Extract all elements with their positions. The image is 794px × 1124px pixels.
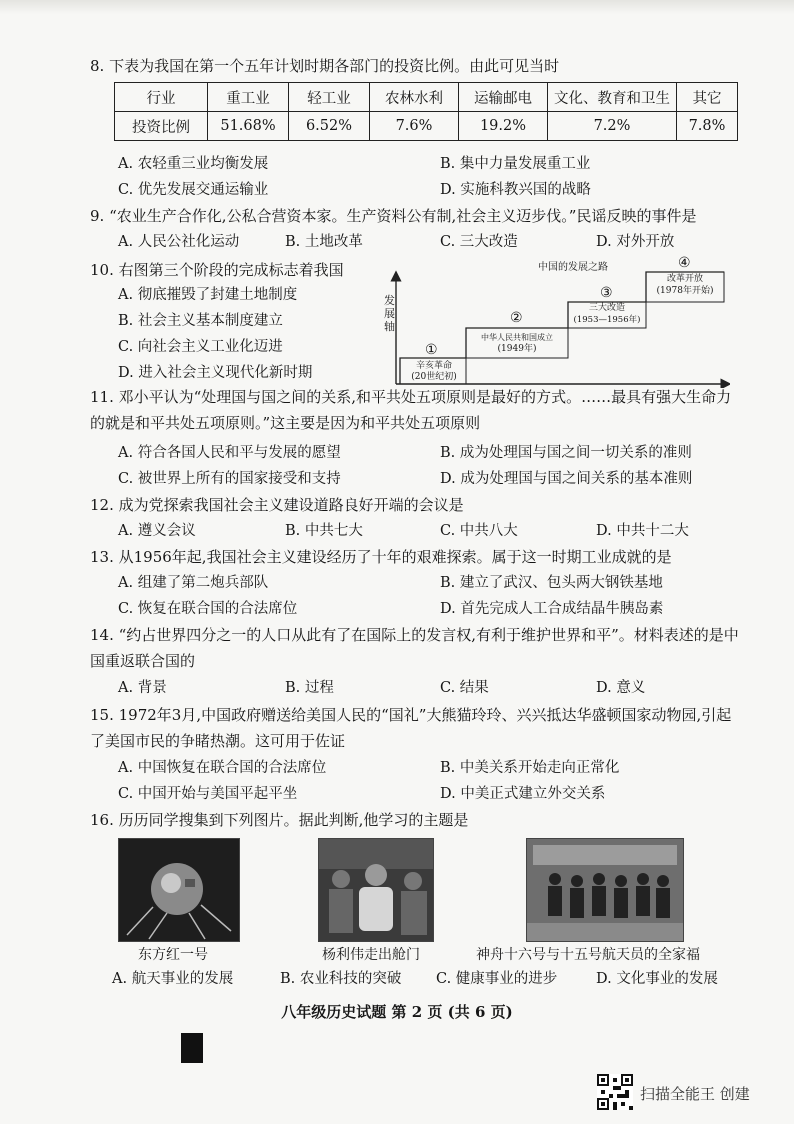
q11-stem: 11. 邓小平认为“处理国与国之间的关系,和平共处五项原则是最好的方式。……最具有强大生命力的就是和平共处五项原则。”这主要是因为和平共处五项原则 <box>90 388 732 432</box>
q14-option-d: D. 意义 <box>596 680 646 696</box>
q12-stem: 12. 成为党探索我国社会主义建设道路良好开端的会议是 <box>90 496 464 514</box>
step-3-label: 三大改造 <box>588 303 625 313</box>
q12-option-b: B. 中共七大 <box>285 523 363 539</box>
table-cell: 7.8% <box>677 112 738 141</box>
q15-stem: 15. 1972年3月,中国政府赠送给美国人民的“国礼”大熊猫玲玲、兴兴抵达华盛顿国家动物园,引起了美国市民的争睹热潮。这可用于佐证 <box>90 706 732 750</box>
q15-option-d: D. 中美正式建立外交关系 <box>440 786 606 802</box>
step-3-number: ③ <box>600 285 613 301</box>
q8-option-c: C. 优先发展交通运输业 <box>118 182 269 198</box>
diagram-y-axis-label: 发展轴 <box>384 294 395 333</box>
crew-photo-icon <box>527 839 683 941</box>
table-cell: 7.2% <box>548 112 677 141</box>
astronaut-hatch-photo <box>318 838 434 942</box>
q8-stem: 8. 下表为我国在第一个五年计划时期各部门的投资比例。由此可见当时 <box>90 57 560 75</box>
q16-stem: 16. 历历同学搜集到下列图片。据此判断,他学习的主题是 <box>90 811 469 829</box>
q15-option-b: B. 中美关系开始走向正常化 <box>440 760 620 776</box>
q10-stem: 10. 右图第三个阶段的完成标志着我国 <box>90 261 344 279</box>
investment-table <box>114 82 738 141</box>
step-4-date: (1978年开始) <box>656 286 714 296</box>
caption-dongfanghong: 东方红一号 <box>138 947 208 963</box>
table-cell: 重工业 <box>208 83 289 112</box>
table-cell: 6.52% <box>289 112 370 141</box>
q16-option-c: C. 健康事业的进步 <box>436 971 558 987</box>
step-1-number: ① <box>425 342 438 358</box>
q9-option-b: B. 土地改革 <box>285 234 363 250</box>
q13-option-d: D. 首先完成人工合成结晶牛胰岛素 <box>440 601 664 617</box>
q9-option-a: A. 人民公社化运动 <box>118 234 240 250</box>
satellite-icon <box>119 839 239 941</box>
q9-stem: 9. “农业生产合作化,公私合营资本家。生产资料公有制,社会主义迈步伐。”民谣反映的事件是 <box>90 207 697 225</box>
q16-option-b: B. 农业科技的突破 <box>280 971 402 987</box>
q15-option-c: C. 中国开始与美国平起平坐 <box>118 786 298 802</box>
scan-black-mark <box>181 1033 203 1063</box>
caption-shenzhou-crew: 神舟十六号与十五号航天员的全家福 <box>476 947 700 963</box>
table-cell: 7.6% <box>370 112 459 141</box>
q10-option-c: C. 向社会主义工业化迈进 <box>118 339 283 355</box>
development-path-diagram <box>378 255 730 388</box>
step-1-label: 辛亥革命 <box>415 361 452 371</box>
diagram-title: 中国的发展之路 <box>538 262 608 273</box>
table-cell: 农林水利 <box>370 83 459 112</box>
step-2-number: ② <box>510 310 523 326</box>
q16-option-d: D. 文化事业的发展 <box>596 971 718 987</box>
q12-option-a: A. 遵义会议 <box>118 523 196 539</box>
q8-option-a: A. 农轻重三业均衡发展 <box>118 156 269 172</box>
q13-option-b: B. 建立了武汉、包头两大钢铁基地 <box>440 575 663 591</box>
step-1-date: (20世纪初) <box>411 372 457 382</box>
q8-option-b: B. 集中力量发展重工业 <box>440 156 591 172</box>
scan-top-shadow <box>0 0 794 14</box>
table-cell: 51.68% <box>208 112 289 141</box>
q10-option-b: B. 社会主义基本制度建立 <box>118 313 283 329</box>
step-4-number: ④ <box>678 255 691 271</box>
q8-option-d: D. 实施科教兴国的战略 <box>440 182 591 198</box>
astronaut-icon <box>319 839 433 941</box>
q10-option-a: A. 彻底摧毁了封建土地制度 <box>118 287 298 303</box>
table-cell: 行业 <box>115 83 208 112</box>
q14-option-a: A. 背景 <box>118 680 167 696</box>
q9-option-c: C. 三大改造 <box>440 234 518 250</box>
q10-option-d: D. 进入社会主义现代化新时期 <box>118 365 313 381</box>
step-4-label: 改革开放 <box>666 274 703 284</box>
q12-option-c: C. 中共八大 <box>440 523 518 539</box>
table-cell: 19.2% <box>459 112 548 141</box>
scanner-brand-text: 扫描全能王 创建 <box>640 1085 750 1103</box>
caption-yangliwei: 杨利伟走出舱门 <box>322 947 420 963</box>
q9-option-d: D. 对外开放 <box>596 234 675 250</box>
q13-stem: 13. 从1956年起,我国社会主义建设经历了十年的艰难探索。属于这一时期工业成就的是 <box>90 548 672 566</box>
q14-option-b: B. 过程 <box>285 680 334 696</box>
q11-option-b: B. 成为处理国与国之间一切关系的准则 <box>440 445 692 461</box>
q15-option-a: A. 中国恢复在联合国的合法席位 <box>118 760 327 776</box>
table-cell: 运输邮电 <box>459 83 548 112</box>
table-cell: 其它 <box>677 83 738 112</box>
q13-option-a: A. 组建了第二炮兵部队 <box>118 575 269 591</box>
q11-option-c: C. 被世界上所有的国家接受和支持 <box>118 471 341 487</box>
q12-option-d: D. 中共十二大 <box>596 523 689 539</box>
q13-option-c: C. 恢复在联合国的合法席位 <box>118 601 298 617</box>
step-3-date: (1953—1956年) <box>573 315 641 325</box>
table-cell: 投资比例 <box>115 112 208 141</box>
table-row <box>115 112 738 141</box>
q16-option-a: A. 航天事业的发展 <box>112 971 234 987</box>
step-2-date: (1949年) <box>497 344 537 354</box>
q11-option-d: D. 成为处理国与国之间关系的基本准则 <box>440 471 693 487</box>
satellite-photo <box>118 838 240 942</box>
crew-group-photo <box>526 838 684 942</box>
q11-option-a: A. 符合各国人民和平与发展的愿望 <box>118 445 341 461</box>
q14-option-c: C. 结果 <box>440 680 489 696</box>
table-cell: 文化、教育和卫生 <box>548 83 677 112</box>
table-cell: 轻工业 <box>289 83 370 112</box>
step-2-label: 中华人民共和国成立 <box>481 333 553 342</box>
qr-code-icon <box>597 1074 633 1110</box>
table-header-row <box>115 83 738 112</box>
q14-stem: 14. “约占世界四分之一的人口从此有了在国际上的发言权,有利于维护世界和平”。材料表述的是中国重返联合国的 <box>90 626 739 670</box>
page-footer: 八年级历史试题 第 2 页 (共 6 页) <box>281 1003 513 1021</box>
